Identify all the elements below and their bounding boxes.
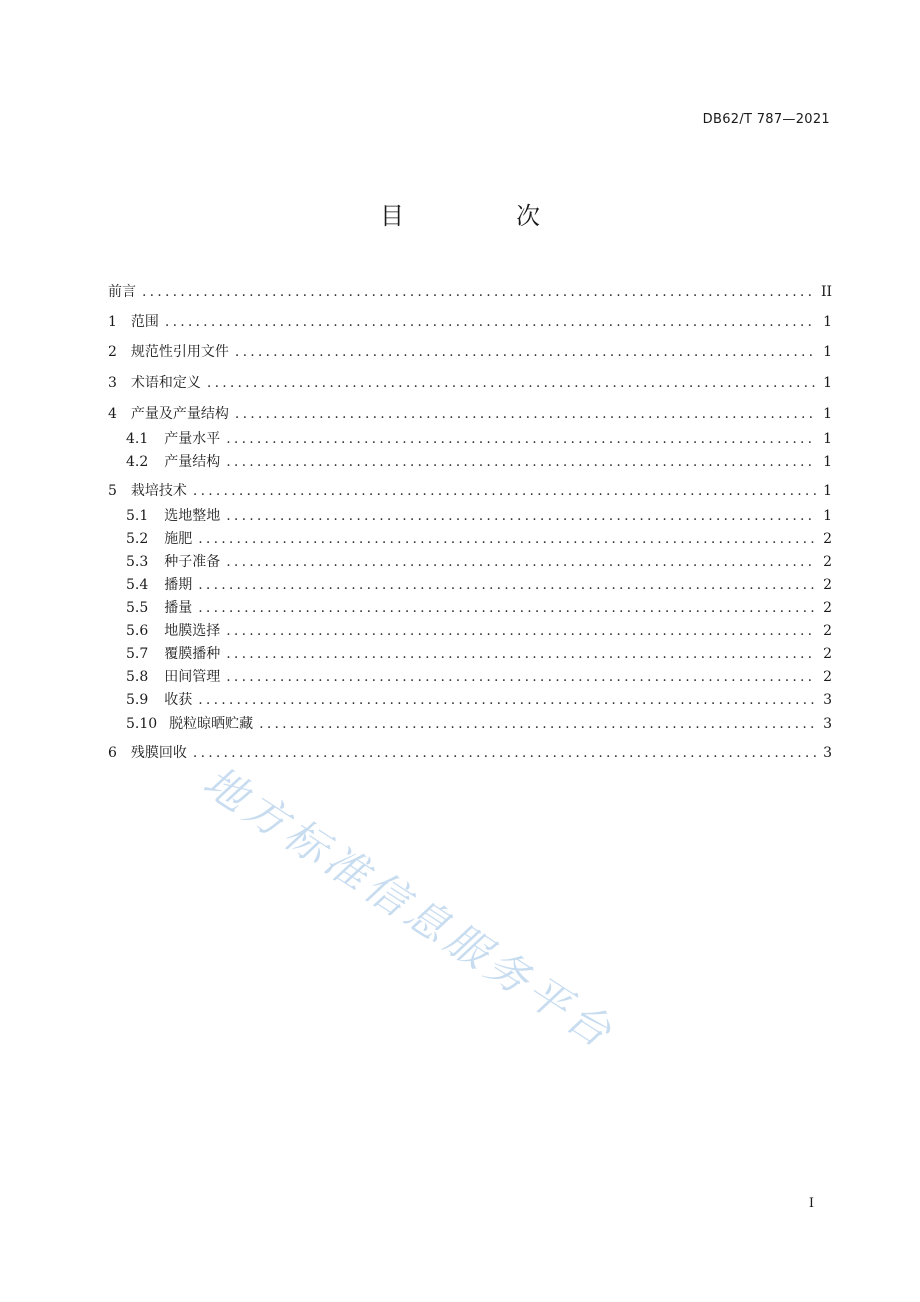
- toc-label: 地膜选择: [164, 623, 221, 639]
- toc-label: 覆膜播种: [164, 646, 221, 662]
- toc-page: 1: [823, 483, 832, 499]
- toc-number: 5.1: [126, 508, 149, 524]
- toc-leader-dots: [165, 312, 816, 332]
- toc-leader-dots: [235, 342, 816, 362]
- toc-entry-5-4[interactable]: [126, 575, 832, 595]
- toc-leader-dots: [193, 481, 816, 501]
- toc-label: 范围: [130, 314, 159, 330]
- toc-number: 5.5: [126, 600, 149, 616]
- toc-number: 5.4: [126, 577, 149, 593]
- toc-page: 1: [823, 344, 832, 360]
- toc-entry-5-5[interactable]: [126, 598, 832, 618]
- toc-leader-dots: [198, 598, 816, 618]
- toc-label: 残膜回收: [130, 745, 187, 761]
- toc-entry-1[interactable]: [108, 312, 832, 332]
- toc-entry-5-7[interactable]: [126, 644, 832, 664]
- toc-page: 2: [823, 577, 832, 593]
- toc-leader-dots: [142, 282, 815, 302]
- page-title: 目 次: [380, 202, 584, 230]
- toc-number: 3: [108, 375, 117, 391]
- toc-page: 3: [823, 745, 832, 761]
- toc-entry-4[interactable]: [108, 404, 832, 424]
- toc-leader-dots: [226, 621, 816, 641]
- toc-label: 产量结构: [164, 454, 221, 470]
- toc-entry-4-1[interactable]: [126, 429, 832, 449]
- footer-page-number: I: [808, 1196, 814, 1211]
- toc-label: 规范性引用文件: [130, 344, 229, 360]
- toc-number: 4: [108, 406, 117, 422]
- toc-entry-5-3[interactable]: [126, 552, 832, 572]
- toc-page: 2: [823, 669, 832, 685]
- toc-entry-6[interactable]: [108, 743, 832, 763]
- toc-leader-dots: [226, 667, 816, 687]
- toc-page: 1: [823, 508, 832, 524]
- toc-number: 5.8: [126, 669, 149, 685]
- toc-number: 5.3: [126, 554, 149, 570]
- toc-page: 3: [823, 692, 832, 708]
- toc-entry-2[interactable]: [108, 342, 832, 362]
- toc-leader-dots: [226, 644, 816, 664]
- toc-entry-foreword[interactable]: [108, 282, 832, 302]
- toc-page: 2: [823, 554, 832, 570]
- toc-page: 1: [823, 375, 832, 391]
- toc-page: 1: [823, 406, 832, 422]
- toc-label: 术语和定义: [130, 375, 201, 391]
- toc-label: 栽培技术: [130, 483, 187, 499]
- toc-page: II: [820, 284, 832, 300]
- toc-leader-dots: [259, 714, 816, 734]
- toc-entry-5[interactable]: [108, 481, 832, 501]
- toc-number: 6: [108, 745, 117, 761]
- toc-page: 3: [823, 716, 832, 732]
- toc-entry-4-2[interactable]: [126, 452, 832, 472]
- document-code: DB62/T 787—2021: [702, 112, 830, 127]
- toc-entry-5-1[interactable]: [126, 506, 832, 526]
- toc-leader-dots: [198, 575, 816, 595]
- toc-page: 1: [823, 454, 832, 470]
- toc-number: 4.1: [126, 431, 149, 447]
- toc-page: 2: [823, 531, 832, 547]
- toc-number: 5.2: [126, 531, 149, 547]
- toc-entry-5-9[interactable]: [126, 690, 832, 710]
- toc-label: 播期: [164, 577, 193, 593]
- toc-entry-3[interactable]: [108, 373, 832, 393]
- toc-leader-dots: [207, 373, 816, 393]
- toc-label: 施肥: [164, 531, 193, 547]
- toc-page: 1: [823, 431, 832, 447]
- toc-entry-5-6[interactable]: [126, 621, 832, 641]
- watermark: 地方标准信息服务平台: [194, 756, 625, 1060]
- toc-label: 产量水平: [164, 431, 221, 447]
- toc-leader-dots: [226, 452, 816, 472]
- toc-number: 1: [108, 314, 117, 330]
- toc-page: 1: [823, 314, 832, 330]
- toc-entry-5-10[interactable]: [126, 714, 832, 734]
- toc-leader-dots: [226, 506, 816, 526]
- toc-leader-dots: [226, 552, 816, 572]
- toc-page: 2: [823, 623, 832, 639]
- toc-label: 选地整地: [164, 508, 221, 524]
- toc-number: 5.7: [126, 646, 149, 662]
- toc-number: 5: [108, 483, 117, 499]
- toc-leader-dots: [235, 404, 816, 424]
- toc-leader-dots: [198, 690, 816, 710]
- toc-page: 2: [823, 600, 832, 616]
- toc-leader-dots: [198, 529, 816, 549]
- toc-leader-dots: [226, 429, 816, 449]
- toc-number: 5.9: [126, 692, 149, 708]
- toc-number: 5.6: [126, 623, 149, 639]
- toc-leader-dots: [193, 743, 816, 763]
- toc-number: 2: [108, 344, 117, 360]
- toc-label: 产量及产量结构: [130, 406, 229, 422]
- toc-number: 4.2: [126, 454, 149, 470]
- toc-label: 播量: [164, 600, 193, 616]
- toc-number: 5.10: [126, 716, 158, 732]
- toc-label: 田间管理: [164, 669, 221, 685]
- toc-label: 前言: [108, 284, 136, 300]
- toc-entry-5-2[interactable]: [126, 529, 832, 549]
- toc-label: 收获: [164, 692, 193, 708]
- toc-label: 种子准备: [164, 554, 221, 570]
- toc-page: 2: [823, 646, 832, 662]
- toc-label: 脱粒晾晒贮藏: [169, 716, 254, 732]
- toc-entry-5-8[interactable]: [126, 667, 832, 687]
